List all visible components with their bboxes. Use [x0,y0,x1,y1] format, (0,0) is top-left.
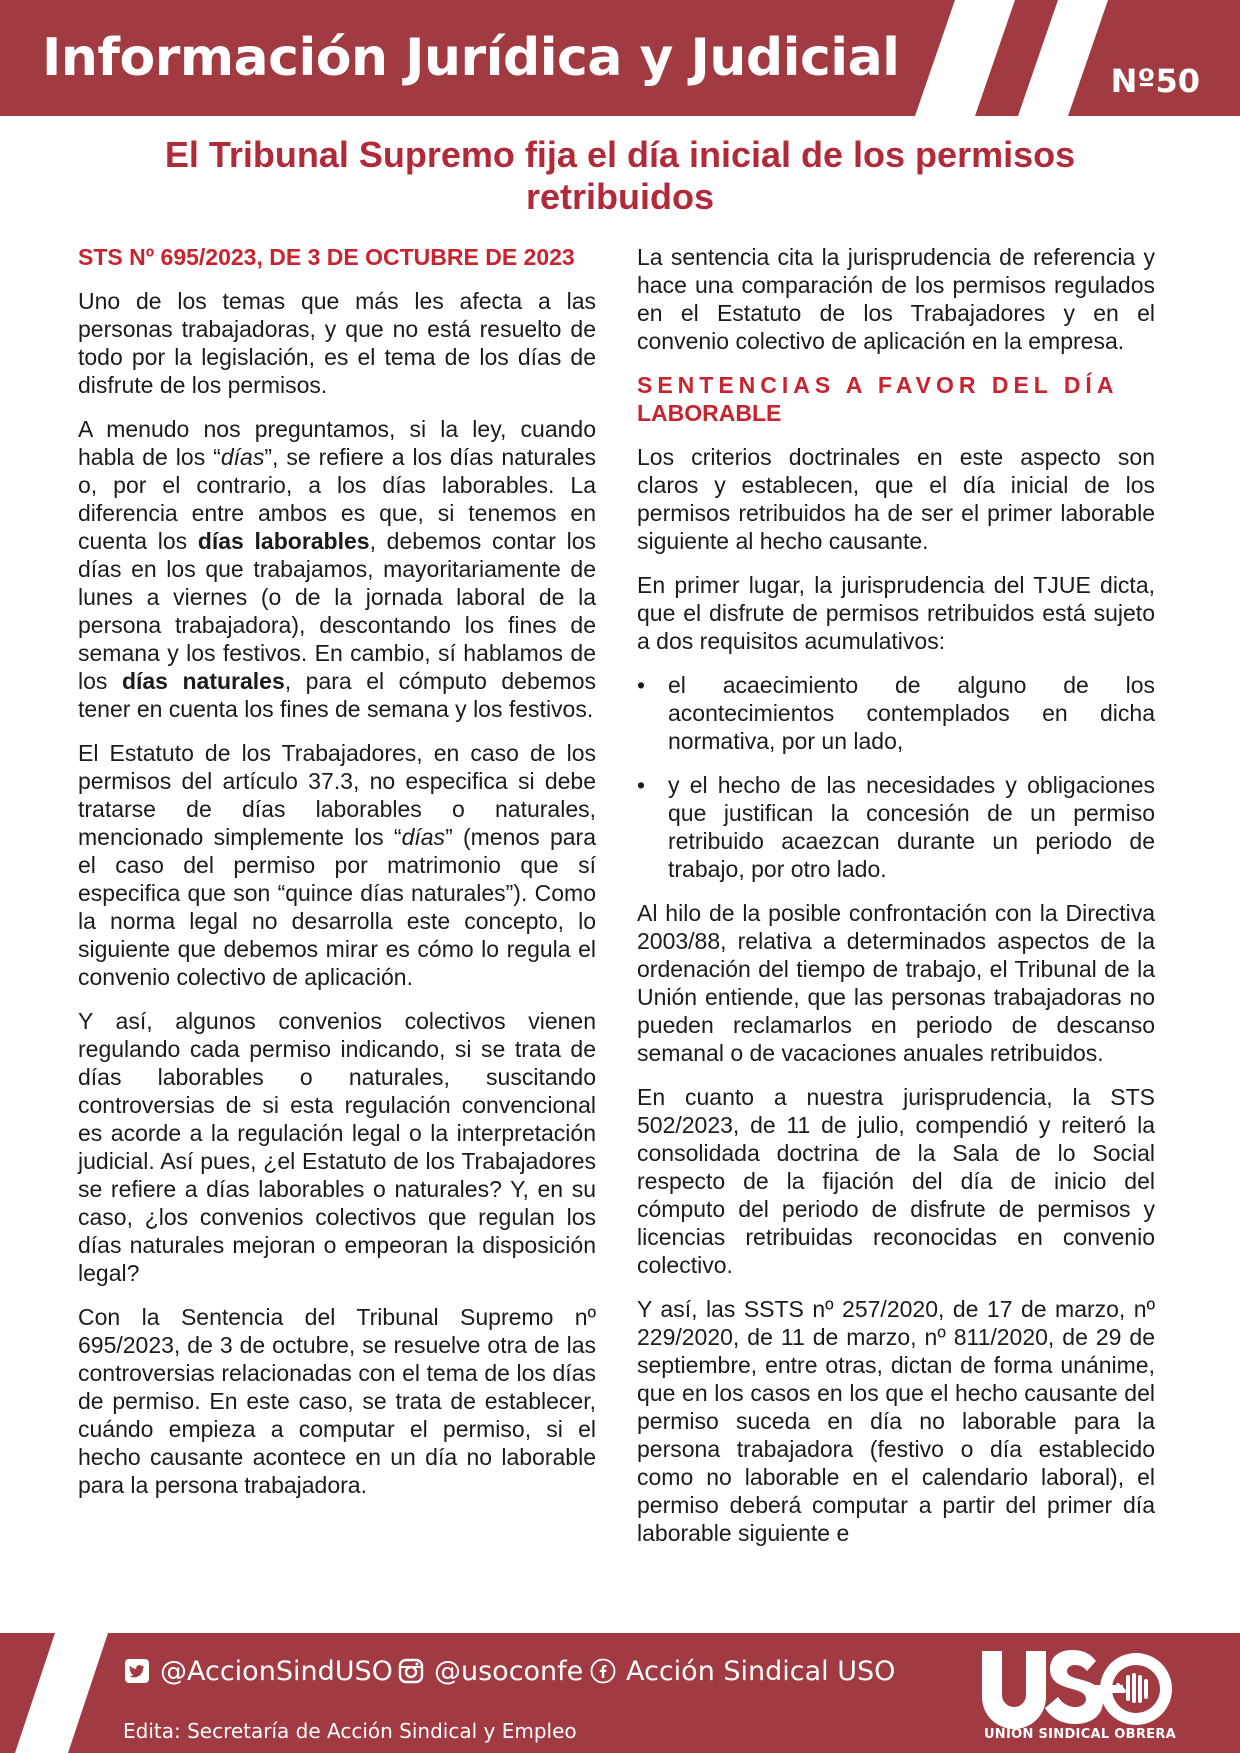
paragraph: Y así, algunos convenios colectivos vienen regulando cada permiso indicando, si se trata de días laborables o naturales, suscitando controversias de si esta regulación convencional es acorde a la regulación legal o la interpretación judicial. Así pues, ¿el Estatuto de los Trabajadores se refiere a días laborables o naturales? Y, en su caso, ¿los convenios colectivos que regulan los días naturales mejoran o empeoran la disposición legal? [78,1008,596,1286]
list-item: • el acaecimiento de alguno de los acontecimientos contemplados en dicha normativa, por un lado, [637,671,1155,755]
paragraph: Con la Sentencia del Tribunal Supremo nº 695/2023, de 3 de octubre, se resuelve otra de las controversias relacionadas con el tema de los días de permiso. En este caso, se trata de establecer, cuándo empieza a computar el permiso, si el hecho causante acontece en un día no laborable para la persona trabajadora. [78,1304,596,1498]
publication-title: Información Jurídica y Judicial [42,28,900,88]
requirements-list [637,671,1155,883]
instagram-link[interactable] [398,1651,583,1691]
article-title: El Tribunal Supremo fija el día inicial de los permisos retribuidos [164,134,1076,217]
paragraph: Los criterios doctrinales en este aspecto son claros y establecen, que el día inicial de los permisos retribuidos ha de ser el primer laborable siguiente al hecho causante. [637,444,1155,554]
issue-number: Nº50 [1110,62,1200,100]
paragraph: En cuanto a nuestra jurisprudencia, la STS 502/2023, de 11 de julio, compendió y reiteró la consolidada doctrina de la Sala de lo Social respecto de la fijación del día de inicio del cómputo del periodo de disfrute de permisos y licencias retribuidas reconocidas en convenio colectivo. [637,1084,1155,1278]
paragraph: Al hilo de la posible confrontación con la Directiva 2003/88, relativa a determinados aspectos de la ordenación del tiempo de trabajo, el Tribunal de la Unión entiende, que las personas trabajadoras no pueden reclamarlos en periodo de descanso semanal o de vacaciones anuales retribuidos. [637,900,1155,1066]
paragraph: El Estatuto de los Trabajadores, en caso de los permisos del artículo 37.3, no especifica si debe tratarse de días laborables o naturales, mencionado simplemente los “días” (menos para el caso del permiso por matrimonio que sí especifica que son “quince días naturales”). Como la norma legal no desarrolla este concepto, lo siguiente que debemos mirar es cómo lo regula el convenio colectivo de aplicación. [78,740,596,990]
paragraph: En primer lugar, la jurisprudencia del TJUE dicta, que el disfrute de permisos retribuidos está sujeto a dos requisitos acumulativos: [637,572,1155,654]
right-column [637,243,1155,1563]
logo-caption: UNIÓN SINDICAL OBRERA [983,1727,1177,1742]
instagram-icon [398,1658,424,1684]
left-column [78,243,596,1515]
footer-banner [0,1633,1240,1753]
list-item: • y el hecho de las necesidades y obligaciones que justifican la concesión de un permiso retribuido acaezcan durante un periodo de trabajo, por otro lado. [637,771,1155,883]
section-heading-favor: SENTENCIAS A FAVOR DEL DÍA LABORABLE [637,372,1119,426]
twitter-handle: @AccionSindUSO [160,1655,393,1687]
publisher-note: Edita: Secretaría de Acción Sindical y Empleo [123,1719,577,1743]
section-heading-sts: STS Nº 695/2023, DE 3 DE OCTUBRE DE 2023 [78,244,575,270]
facebook-icon [590,1658,616,1684]
twitter-icon [124,1658,150,1684]
facebook-handle: Acción Sindical USO [626,1655,896,1687]
facebook-link[interactable] [590,1651,895,1691]
paragraph: Uno de los temas que más les afecta a las personas trabajadoras, y que no está resuelto de todo por la legislación, es el tema de los días de disfrute de los permisos. [78,288,596,398]
paragraph: Y así, las SSTS nº 257/2020, de 17 de marzo, nº 229/2020, de 11 de marzo, nº 811/2020, de 29 de septiembre, entre otras, dictan de forma unánime, que en los casos en los que el hecho causante del permiso suceda en día no laborable para la persona trabajadora (festivo o día establecido como no laborable en el calendario laboral), el permiso deberá computar a partir del primer día laborable siguiente e [637,1296,1155,1546]
instagram-handle: @usoconfe [434,1655,584,1687]
paragraph: La sentencia cita la jurisprudencia de referencia y hace una comparación de los permisos regulados en el Estatuto de los Trabajadores y en el convenio colectivo de aplicación en la empresa. [637,244,1155,354]
paragraph: A menudo nos preguntamos, si la ley, cuando habla de los “días”, se refiere a los días naturales o, por el contrario, a los días laborables. La diferencia entre ambos es que, si tenemos en cuenta los días laborables, debemos contar los días en los que trabajamos, mayoritariamente de lunes a viernes (o de la jornada laboral de la persona trabajadora), descontando los fines de semana y los festivos. En cambio, sí hablamos de los días naturales, para el cómputo debemos tener en cuenta los fines de semana y los festivos. [78,416,596,722]
twitter-link[interactable] [124,1651,393,1691]
header-banner [0,0,1240,116]
